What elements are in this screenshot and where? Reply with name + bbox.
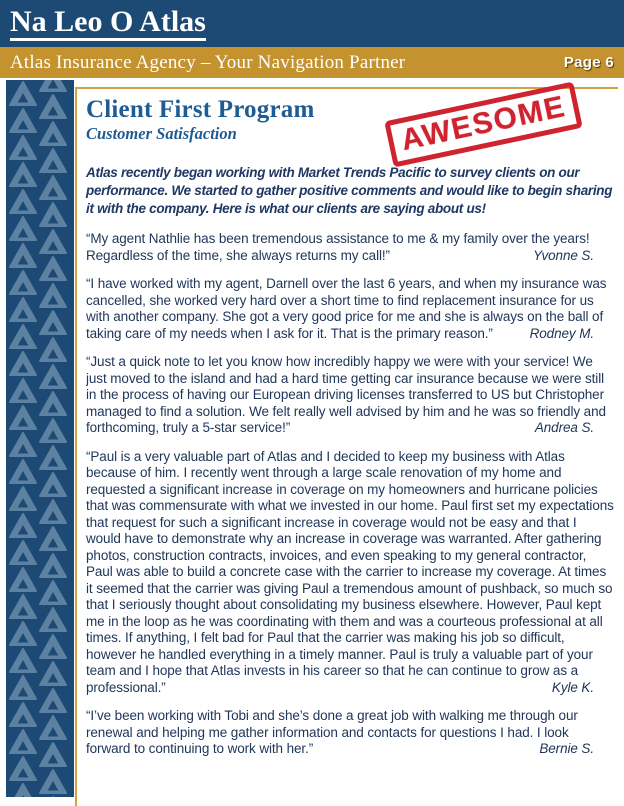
awesome-stamp: AWESOME [384,81,583,167]
testimonial [86,231,614,264]
article [75,87,618,806]
tagline: Atlas Insurance Agency – Your Navigation Partner [10,51,406,73]
article-subtitle: Customer Satisfaction [86,124,237,143]
testimonial-attribution: Kyle K. [551,679,594,695]
testimonial-attribution: Yvonne S. [533,247,594,263]
testimonial-attribution: Rodney M. [529,325,594,341]
triangle-pattern-icon [6,80,74,797]
masthead [0,0,624,47]
testimonial-quote: “My agent Nathlie has been tremendous assistance to me & my family over the years! Regardless of the time, she always returns my call!” [86,231,590,263]
testimonial [86,449,614,697]
tagline-bar [0,47,624,78]
testimonial-attribution: Bernie S. [539,741,594,756]
testimonial [86,708,614,758]
newsletter-title: Na Leo O Atlas [10,6,206,42]
intro-paragraph: Atlas recently began working with Market Trends Pacific to survey clients on our performance. We started to gather positive comments and would like to begin sharing it with the company. Here is what our clients are saying about us! [86,165,613,216]
testimonial-quote: “I have worked with my agent, Darnell over the last 6 years, and when my insurance was cancelled, she worked very hard over a short time to find replacement insurance for us with another company. She got a very good price for me and she is always on the ball of taking care of my needs when I ask for it. That is the primary reason.” [86,276,607,341]
testimonial-quote: “Paul is a very valuable part of Atlas and I decided to keep my business with Atlas because of him. I recently went through a large scale renovation of my home and requested a significant increase in coverage on my homeowners and hurricane policies that was commensurate with what we invested in our home. Paul first set my expectations that request for such a significant increase in coverage would not be easy and that I would have to demonstrate why an increase in coverage was warranted. After gathering photos, construction contracts, invoices, and even speaking to my general contractor, Paul was able to build a concrete case with the carrier to increase my coverage. At times it seemed that the carrier was giving Paul a tremendous amount of pushback, so much so that I seriously thought about consolidating my business elsewhere. However, Paul kept me in the loop as he was coordinating with them and was a courteous professional at all times. If anything, I felt bad for Paul that the carrier was making his job so difficult, however he handled everything in a timely manner. Paul is truly a valuable part of your team and I hope that Atlas invests in his career so that he can continue to grow as a professional.” [86,448,614,695]
testimonial [86,276,614,342]
testimonial-quote: “I’ve been working with Tobi and she’s done a great job with walking me through our renewal and helping me gather information and contacts for questions I had. I look forward to continuing to work with her.” [86,708,578,756]
testimonials-list [86,231,614,758]
article-title: Client First Program [86,96,315,123]
page-number: Page 6 [563,54,614,71]
testimonial-attribution: Andrea S. [534,420,594,435]
sidebar-decoration [6,80,74,797]
testimonial-quote: “Just a quick note to let you know how incredibly happy we were with your service! We just moved to the island and had a hard time getting car insurance because we were still in the process of having our European driving licenses transferred to US but Christopher managed to find a solution. We felt really well advised by him and he was so friendly and forthcoming, truly a 5-star service!” [86,354,606,435]
page-body [0,78,624,806]
testimonial [86,354,614,437]
